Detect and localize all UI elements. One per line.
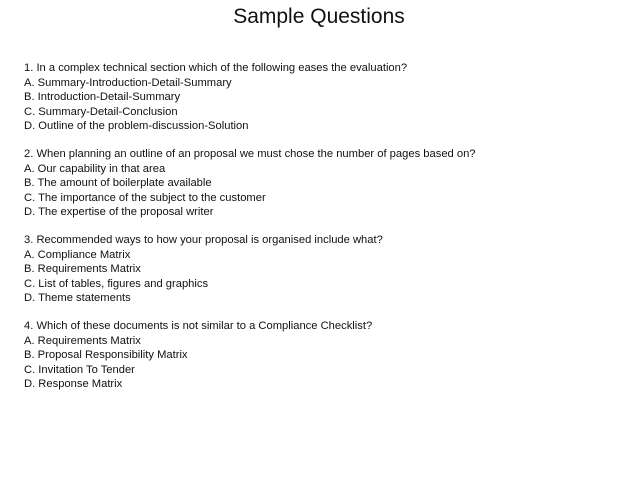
question-text: 4. Which of these documents is not similar to a Compliance Checklist? xyxy=(24,319,373,332)
answer-option: C. List of tables, figures and graphics xyxy=(24,277,209,290)
answer-option: D. The expertise of the proposal writer xyxy=(24,206,214,219)
answer-option: D. Response Matrix xyxy=(24,378,123,391)
answer-option: A. Requirements Matrix xyxy=(24,334,141,347)
answer-option: A. Our capability in that area xyxy=(24,162,166,175)
question-list xyxy=(24,61,624,405)
answer-option: B. Proposal Responsibility Matrix xyxy=(24,349,188,362)
page-title: Sample Questions xyxy=(233,5,405,28)
answer-option: B. The amount of boilerplate available xyxy=(24,177,212,190)
answer-option: C. Summary-Detail-Conclusion xyxy=(24,105,178,118)
answer-option: C. Invitation To Tender xyxy=(24,363,135,376)
question-text: 3. Recommended ways to how your proposal is organised include what? xyxy=(24,233,383,246)
answer-option: B. Requirements Matrix xyxy=(24,263,141,276)
question-text: 1. In a complex technical section which of the following eases the evaluation? xyxy=(24,62,408,74)
question-block xyxy=(24,61,624,134)
question-block xyxy=(24,147,624,220)
answer-option: A. Compliance Matrix xyxy=(24,248,131,261)
answer-option: B. Introduction-Detail-Summary xyxy=(24,91,181,104)
answer-option: C. The importance of the subject to the customer xyxy=(24,191,266,204)
answer-option: D. Outline of the problem-discussion-Solution xyxy=(24,120,249,133)
question-block xyxy=(24,319,624,392)
answer-option: D. Theme statements xyxy=(24,292,131,305)
question-text: 2. When planning an outline of an proposal we must chose the number of pages based on? xyxy=(24,147,476,160)
answer-option: A. Summary-Introduction-Detail-Summary xyxy=(24,76,232,89)
question-block xyxy=(24,233,624,306)
